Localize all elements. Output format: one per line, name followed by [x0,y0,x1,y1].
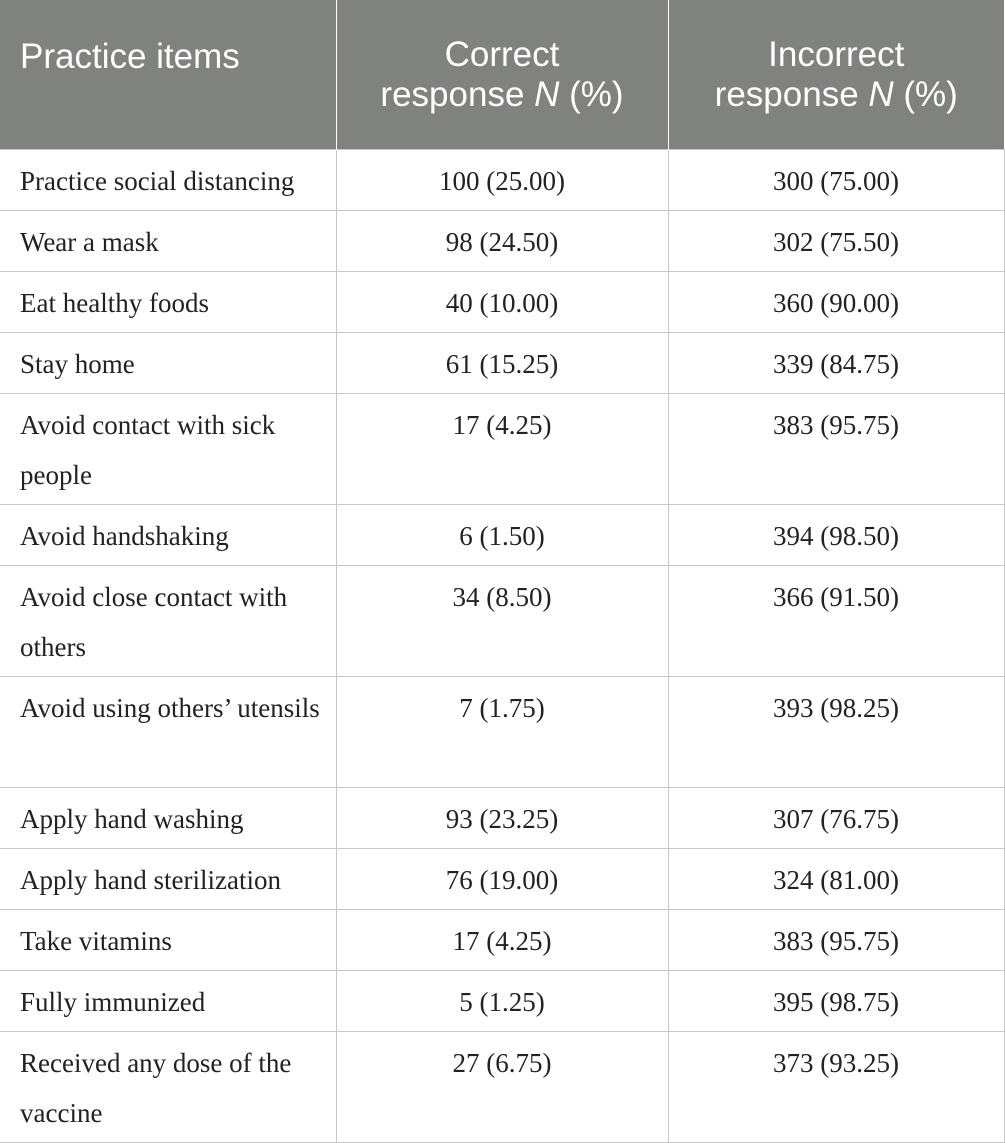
header-incorrect-line2-pre: response [714,74,869,114]
correct-response-cell: 34 (8.50) [336,566,668,677]
incorrect-response-cell: 339 (84.75) [668,333,1004,394]
table-row [0,566,1004,677]
table-row [0,971,1004,1032]
table-body [0,150,1004,1143]
practice-item-cell: Avoid contact with sick people [0,394,336,505]
practice-item-cell: Eat healthy foods [0,272,336,333]
practice-item-cell: Avoid handshaking [0,505,336,566]
incorrect-response-cell: 300 (75.00) [668,150,1004,211]
incorrect-response-cell: 302 (75.50) [668,211,1004,272]
practice-item-cell: Received any dose of the vaccine [0,1032,336,1143]
header-incorrect-line1: Incorrect [768,34,905,74]
table-row [0,788,1004,849]
incorrect-response-cell: 307 (76.75) [668,788,1004,849]
correct-response-cell: 7 (1.75) [336,677,668,788]
practice-item-cell: Fully immunized [0,971,336,1032]
incorrect-response-cell: 383 (95.75) [668,394,1004,505]
header-practice-items: Practice items [0,0,336,150]
header-incorrect-line2-post: (%) [893,74,958,114]
correct-response-cell: 27 (6.75) [336,1032,668,1143]
correct-response-cell: 17 (4.25) [336,910,668,971]
table-row [0,211,1004,272]
practice-item-cell: Take vitamins [0,910,336,971]
header-correct-line2-pre: response [380,74,535,114]
header-correct-line1: Correct [444,34,560,74]
incorrect-response-cell: 324 (81.00) [668,849,1004,910]
header-correct-n: N [534,74,560,114]
practice-item-cell: Avoid using others’ utensils [0,677,336,788]
incorrect-response-cell: 383 (95.75) [668,910,1004,971]
table-row [0,677,1004,788]
table-row [0,1032,1004,1143]
table-row [0,505,1004,566]
table-row [0,394,1004,505]
practice-item-cell: Avoid close contact with others [0,566,336,677]
incorrect-response-cell: 394 (98.50) [668,505,1004,566]
table-row [0,910,1004,971]
practice-item-cell: Apply hand washing [0,788,336,849]
correct-response-cell: 5 (1.25) [336,971,668,1032]
table-row [0,150,1004,211]
correct-response-cell: 93 (23.25) [336,788,668,849]
correct-response-cell: 100 (25.00) [336,150,668,211]
incorrect-response-cell: 393 (98.25) [668,677,1004,788]
correct-response-cell: 61 (15.25) [336,333,668,394]
correct-response-cell: 76 (19.00) [336,849,668,910]
correct-response-cell: 17 (4.25) [336,394,668,505]
incorrect-response-cell: 360 (90.00) [668,272,1004,333]
correct-response-cell: 40 (10.00) [336,272,668,333]
practice-item-cell: Stay home [0,333,336,394]
correct-response-cell: 98 (24.50) [336,211,668,272]
table-row [0,849,1004,910]
incorrect-response-cell: 373 (93.25) [668,1032,1004,1143]
header-incorrect-n: N [868,74,894,114]
header-correct-line2-post: (%) [559,74,624,114]
practice-item-cell: Apply hand sterilization [0,849,336,910]
table-row [0,333,1004,394]
header-row [0,0,1004,150]
incorrect-response-cell: 366 (91.50) [668,566,1004,677]
practice-item-cell: Practice social distancing [0,150,336,211]
correct-response-cell: 6 (1.50) [336,505,668,566]
practice-item-cell: Wear a mask [0,211,336,272]
table-row [0,272,1004,333]
header-incorrect-response [668,0,1004,150]
header-correct-response [336,0,668,150]
incorrect-response-cell: 395 (98.75) [668,971,1004,1032]
table-header [0,0,1004,150]
